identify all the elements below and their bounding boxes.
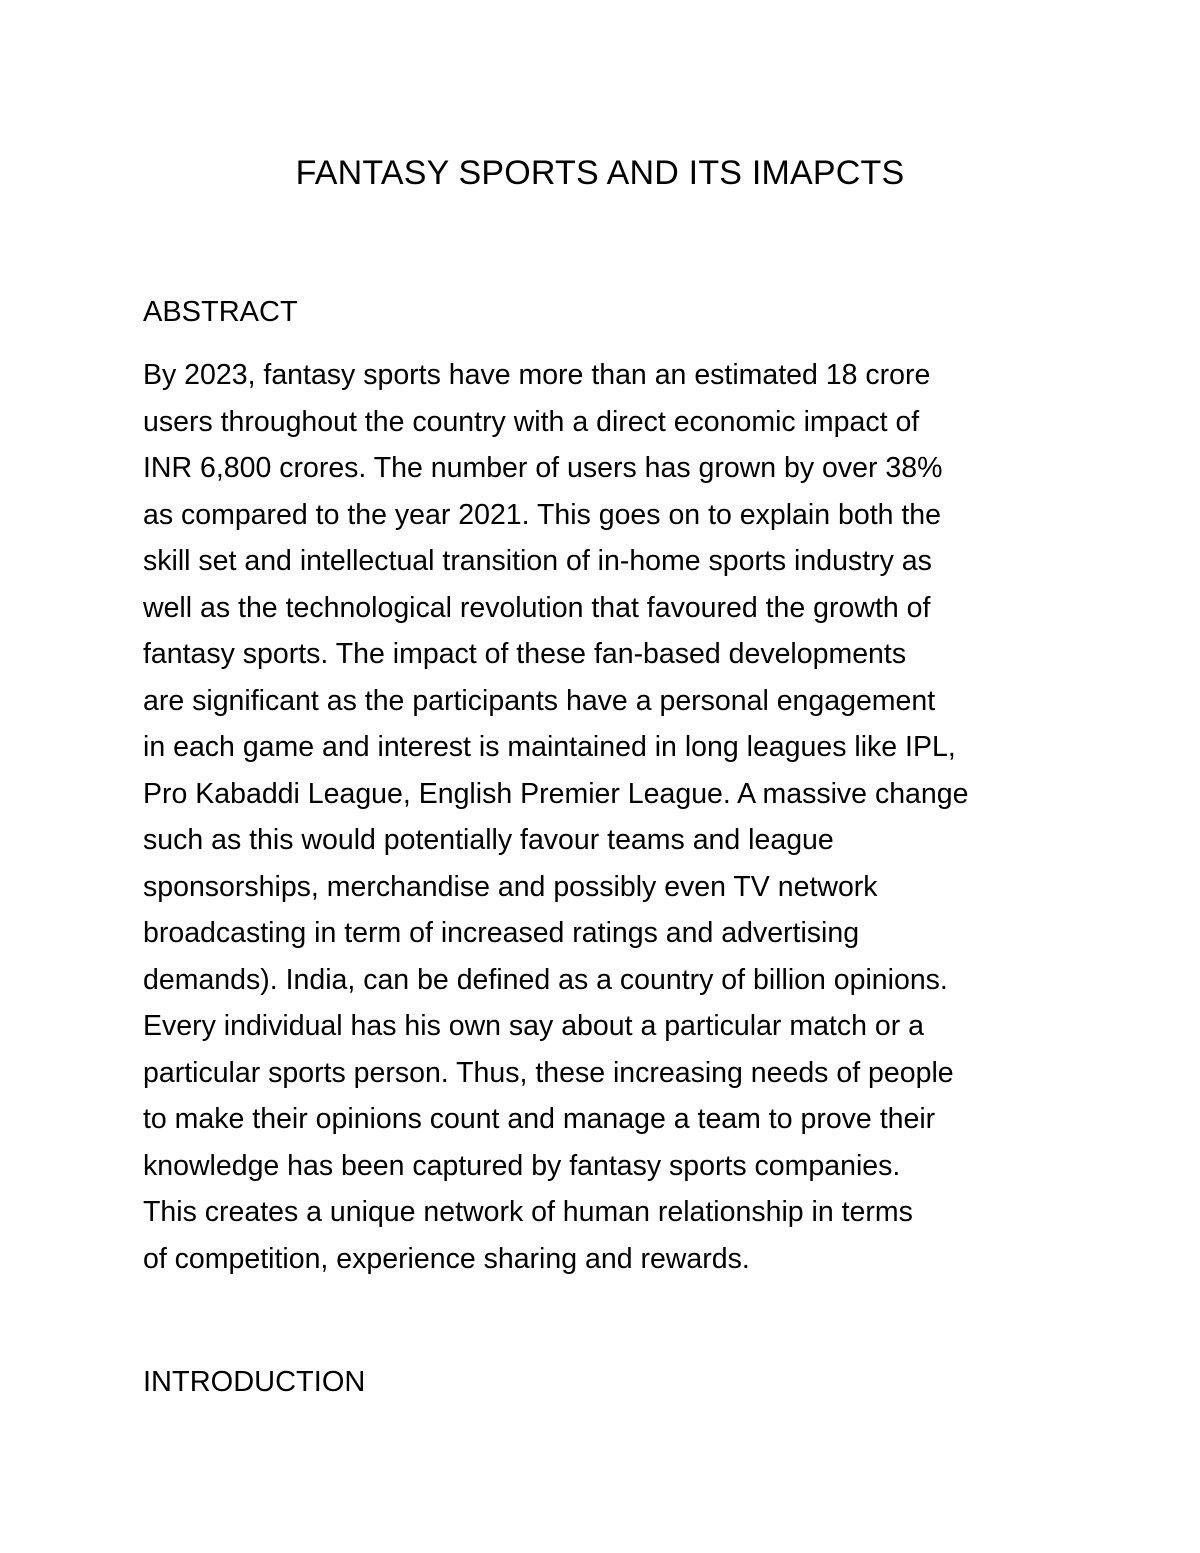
- text-line: broadcasting in term of increased ratings and advertising: [143, 917, 860, 949]
- text-line: Pro Kabaddi League, English Premier League. A massive change: [143, 777, 969, 810]
- text-line: users throughout the country with a direct economic impact of: [143, 405, 920, 438]
- text-line: By 2023, fantasy sports have more than an estimated 18 crore: [143, 359, 931, 391]
- abstract-heading: ABSTRACT: [143, 296, 298, 328]
- text-line: sponsorships, merchandise and possibly even TV network: [143, 870, 878, 903]
- text-line: Every individual has his own say about a particular match or a: [143, 1010, 924, 1042]
- abstract-paragraph: [143, 352, 1063, 1282]
- text-line: of competition, experience sharing and rewards.: [143, 1242, 750, 1275]
- text-line: This creates a unique network of human relationship in terms: [143, 1196, 913, 1228]
- text-line: as compared to the year 2021. This goes on to explain both the: [143, 498, 941, 531]
- introduction-heading: INTRODUCTION: [143, 1366, 366, 1398]
- text-line: demands). India, can be defined as a country of billion opinions.: [143, 963, 948, 996]
- text-line: to make their opinions count and manage a team to prove their: [143, 1103, 936, 1135]
- text-line: knowledge has been captured by fantasy sports companies.: [143, 1149, 901, 1182]
- text-line: particular sports person. Thus, these increasing needs of people: [143, 1056, 954, 1089]
- text-line: INR 6,800 crores. The number of users has grown by over 38%: [143, 452, 943, 484]
- text-line: in each game and interest is maintained in long leagues like IPL,: [143, 731, 956, 763]
- text-line: such as this would potentially favour teams and league: [143, 824, 834, 856]
- text-line: well as the technological revolution that favoured the growth of: [143, 591, 931, 624]
- text-line: skill set and intellectual transition of in-home sports industry as: [143, 545, 932, 577]
- document-title: FANTASY SPORTS AND ITS IMAPCTS: [295, 154, 905, 192]
- text-line: are significant as the participants have a personal engagement: [143, 684, 936, 717]
- text-line: fantasy sports. The impact of these fan-based developments: [143, 638, 907, 670]
